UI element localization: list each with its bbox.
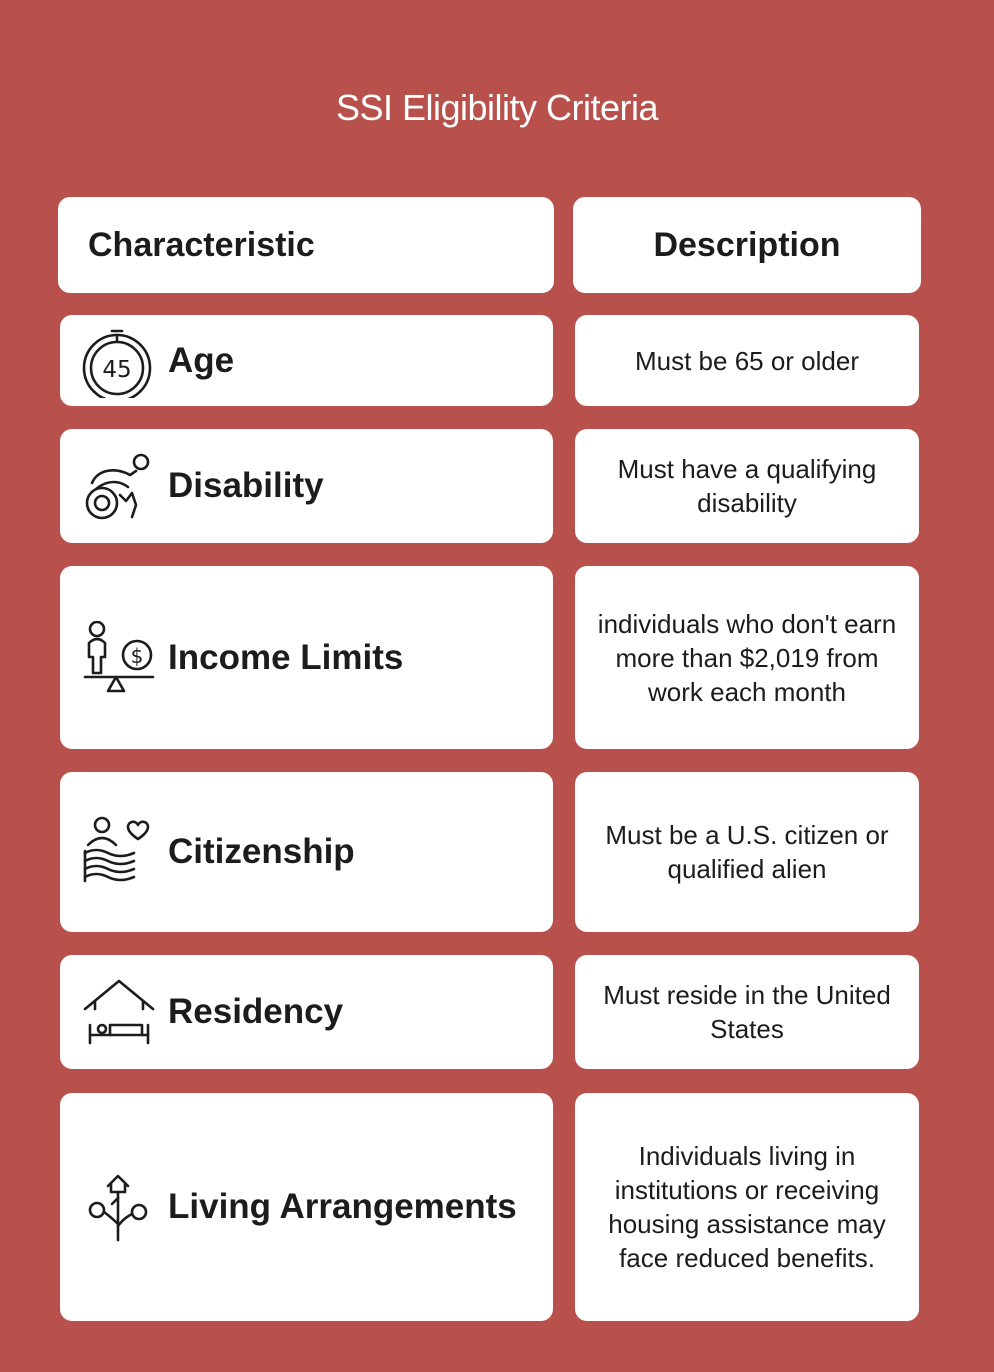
characteristic-label: Income Limits <box>168 637 404 677</box>
wheelchair-icon <box>82 449 156 523</box>
header-characteristic-cell <box>58 197 554 293</box>
characteristic-label: Living Arrangements <box>168 1187 517 1226</box>
page-title: SSI Eligibility Criteria <box>335 87 659 128</box>
characteristic-label: Residency <box>168 992 344 1031</box>
header-description-label: Description <box>653 225 841 264</box>
table-row-disability-description <box>575 429 919 543</box>
description-text: Must be a U.S. citizen or qualified alien <box>605 820 889 884</box>
description-text: Individuals living in institutions or receiving housing assistance may face reduced benefits. <box>608 1141 886 1273</box>
table-row-residency-characteristic <box>60 955 553 1069</box>
citizen-flag-heart-icon <box>82 815 156 889</box>
header-description-cell <box>573 197 921 293</box>
age-icon-number: 45 <box>102 356 132 383</box>
table-row-living-arrangements-characteristic <box>60 1093 553 1321</box>
house-bed-icon <box>82 975 156 1049</box>
table-row-living-arrangements-description <box>575 1093 919 1321</box>
dollar-sign: $ <box>130 643 144 668</box>
characteristic-label: Age <box>168 340 235 380</box>
characteristic-label: Citizenship <box>168 832 355 871</box>
age-timer-icon <box>82 324 156 398</box>
header-characteristic-label: Characteristic <box>88 225 315 264</box>
table-row-disability-characteristic <box>60 429 553 543</box>
table-row-residency-description <box>575 955 919 1069</box>
description-text: Must have a qualifying disability <box>617 454 877 518</box>
description-text: individuals who don't earn more than $2,019 from work each month <box>597 608 897 707</box>
description-text: Must be 65 or older <box>634 345 859 376</box>
table-row-income-limits-description <box>575 566 919 749</box>
income-balance-icon <box>82 621 156 695</box>
table-row-income-limits-characteristic <box>60 566 553 749</box>
table-row-citizenship-description <box>575 772 919 932</box>
description-text: Must reside in the United States <box>603 980 891 1044</box>
table-row-age-description <box>575 315 919 406</box>
table-row-citizenship-characteristic <box>60 772 553 932</box>
table-row-age-characteristic <box>60 315 553 406</box>
living-arrangement-tree-icon <box>82 1170 156 1244</box>
characteristic-label: Disability <box>168 466 324 505</box>
